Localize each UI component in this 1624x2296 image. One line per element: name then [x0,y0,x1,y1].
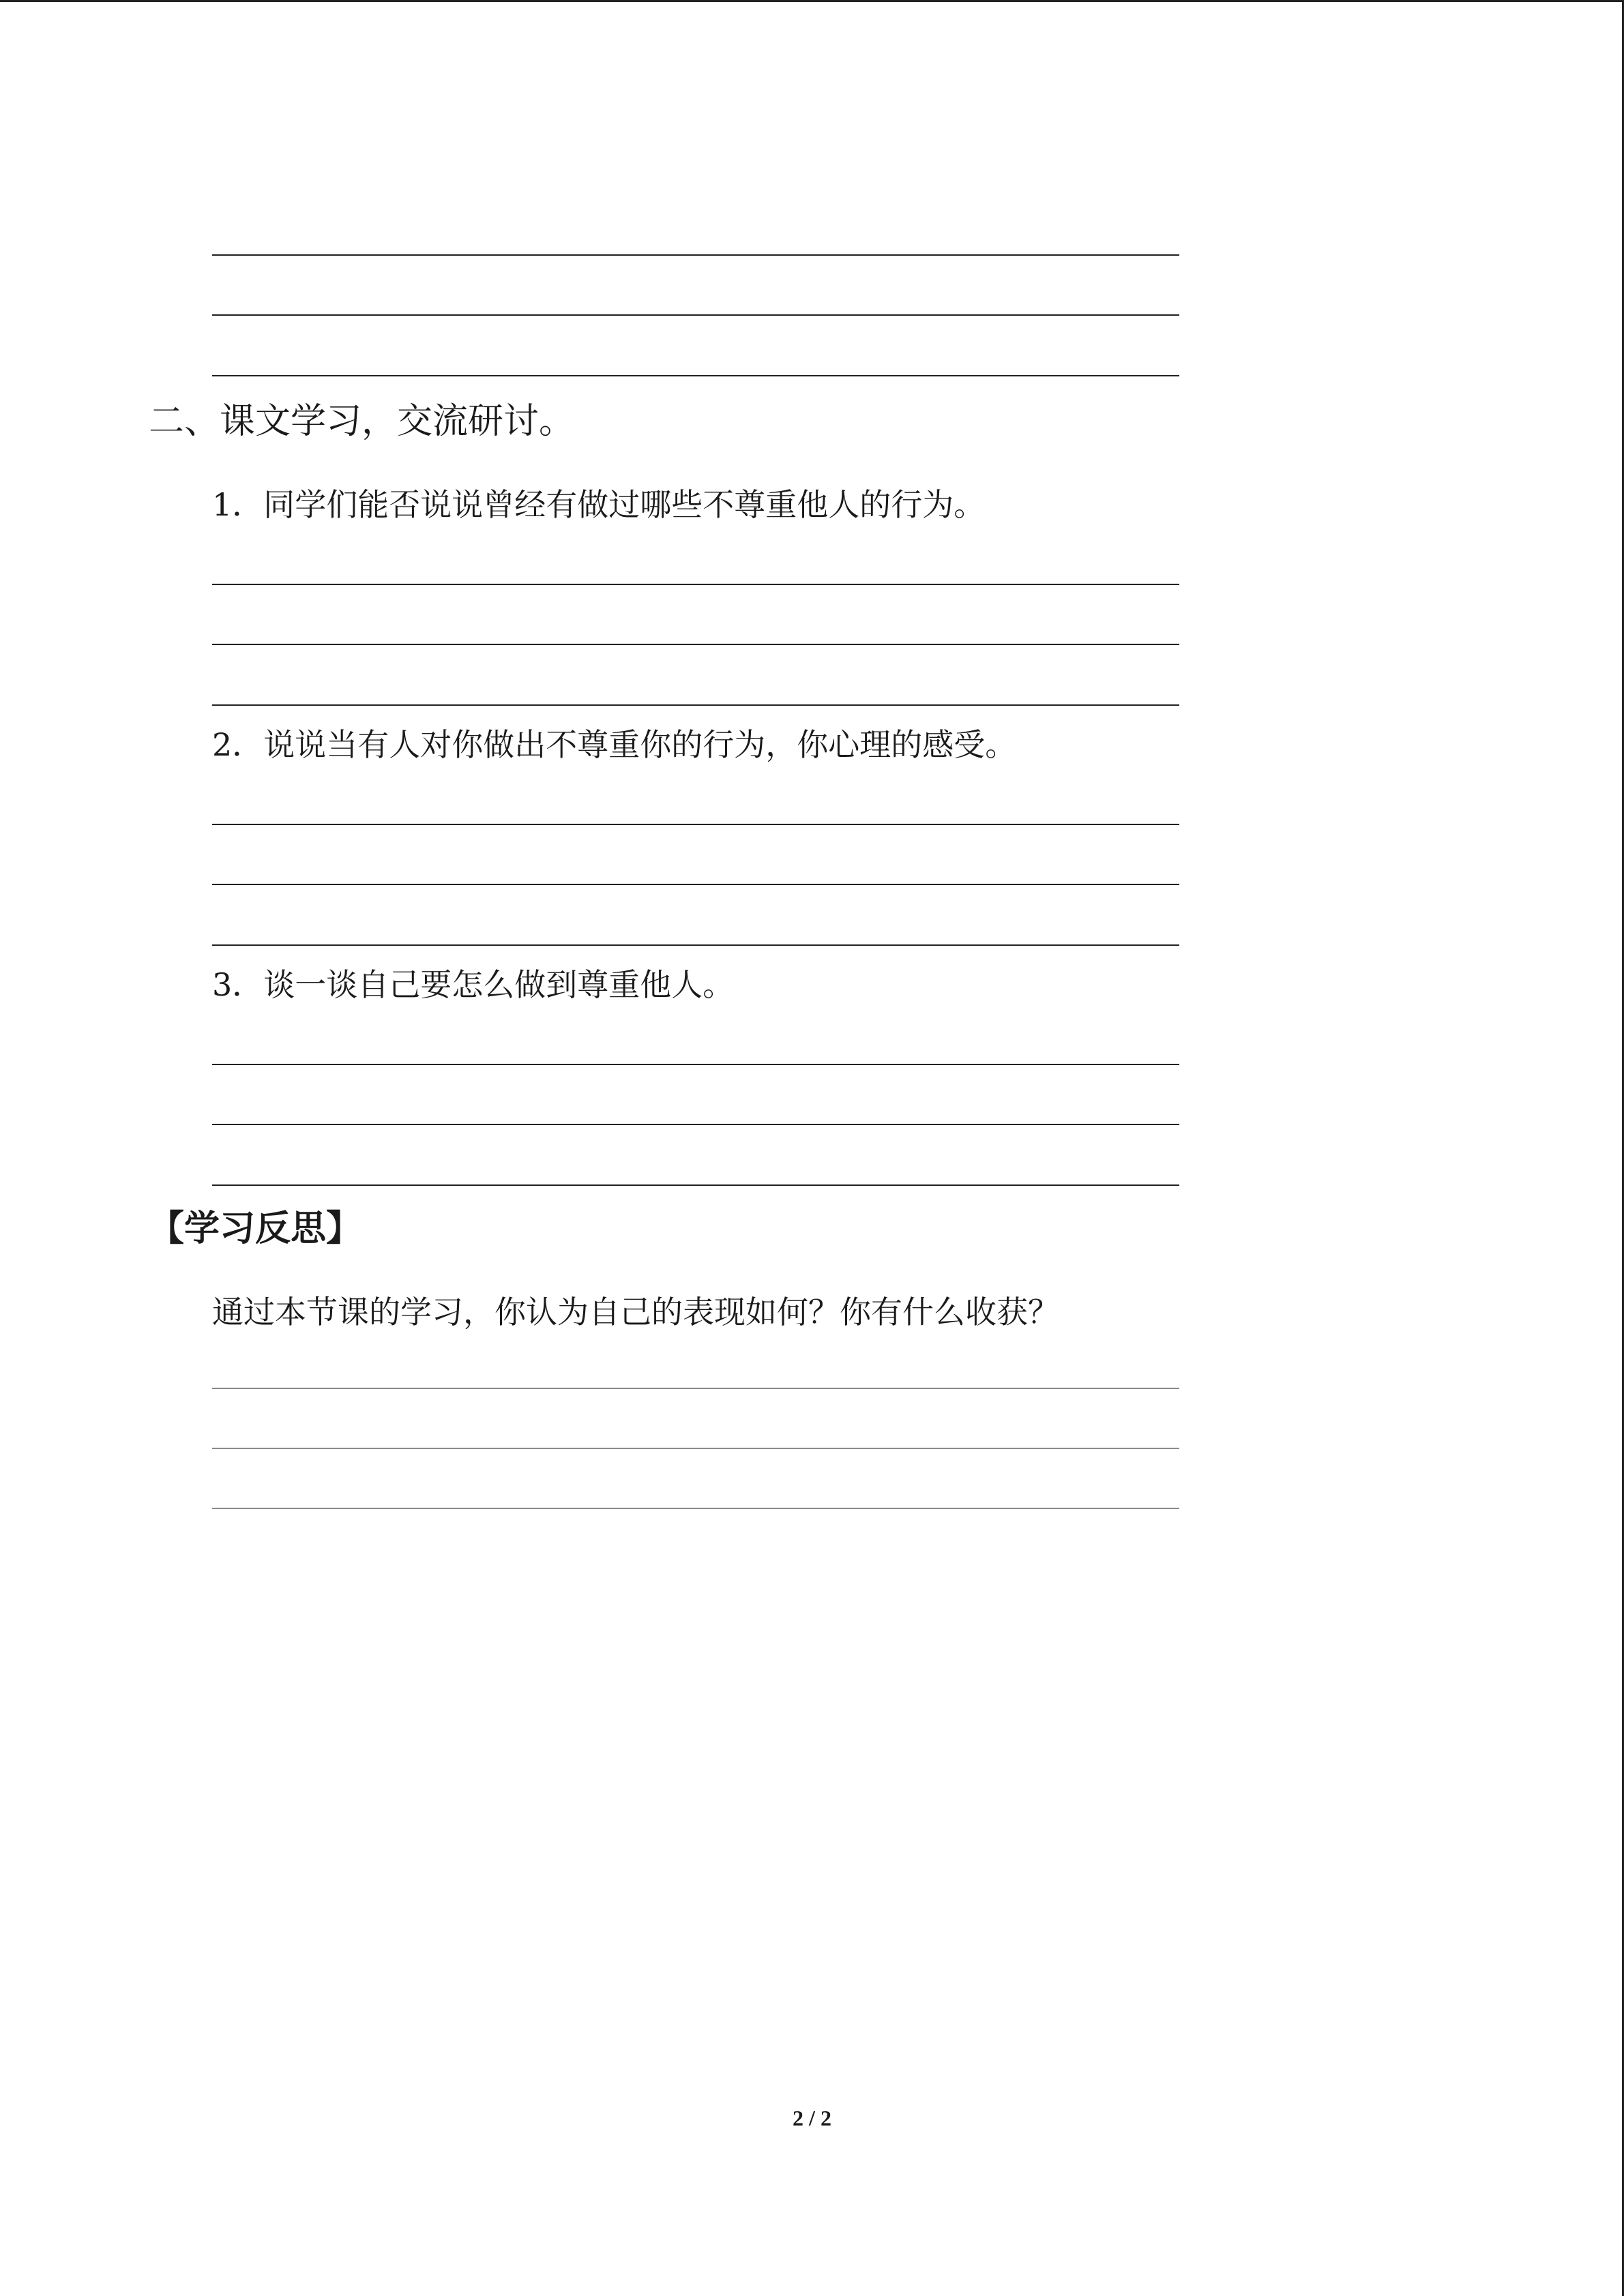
answer-line[interactable] [212,375,1179,376]
answer-line[interactable] [212,944,1179,946]
section-heading-discussion: 二、课文学习，交流研讨。 [149,401,575,442]
question-2: 2．说说当有人对你做出不尊重你的行为，你心理的感受。 [212,726,1017,763]
answer-line[interactable] [212,824,1179,825]
answer-line[interactable] [212,1064,1179,1065]
answer-line[interactable] [212,884,1179,885]
reflection-prompt: 通过本节课的学习，你认为自己的表现如何？你有什么收获？ [212,1294,1059,1330]
answer-line[interactable] [212,584,1179,585]
answer-line[interactable] [212,704,1179,706]
answer-line[interactable] [212,1184,1179,1186]
answer-line[interactable] [212,1124,1179,1125]
reflection-answer-line[interactable] [212,1388,1179,1389]
page-number: 2 / 2 [793,2106,831,2130]
reflection-answer-line[interactable] [212,1448,1179,1449]
reflection-heading: 【学习反思】 [149,1208,362,1249]
answer-line[interactable] [212,254,1179,256]
page-top-border [0,0,1624,2]
question-3: 3．谈一谈自己要怎么做到尊重他人。 [212,966,735,1003]
answer-line[interactable] [212,314,1179,316]
question-1: 1．同学们能否说说曾经有做过哪些不尊重他人的行为。 [212,486,986,523]
reflection-answer-line[interactable] [212,1508,1179,1509]
answer-line[interactable] [212,644,1179,645]
